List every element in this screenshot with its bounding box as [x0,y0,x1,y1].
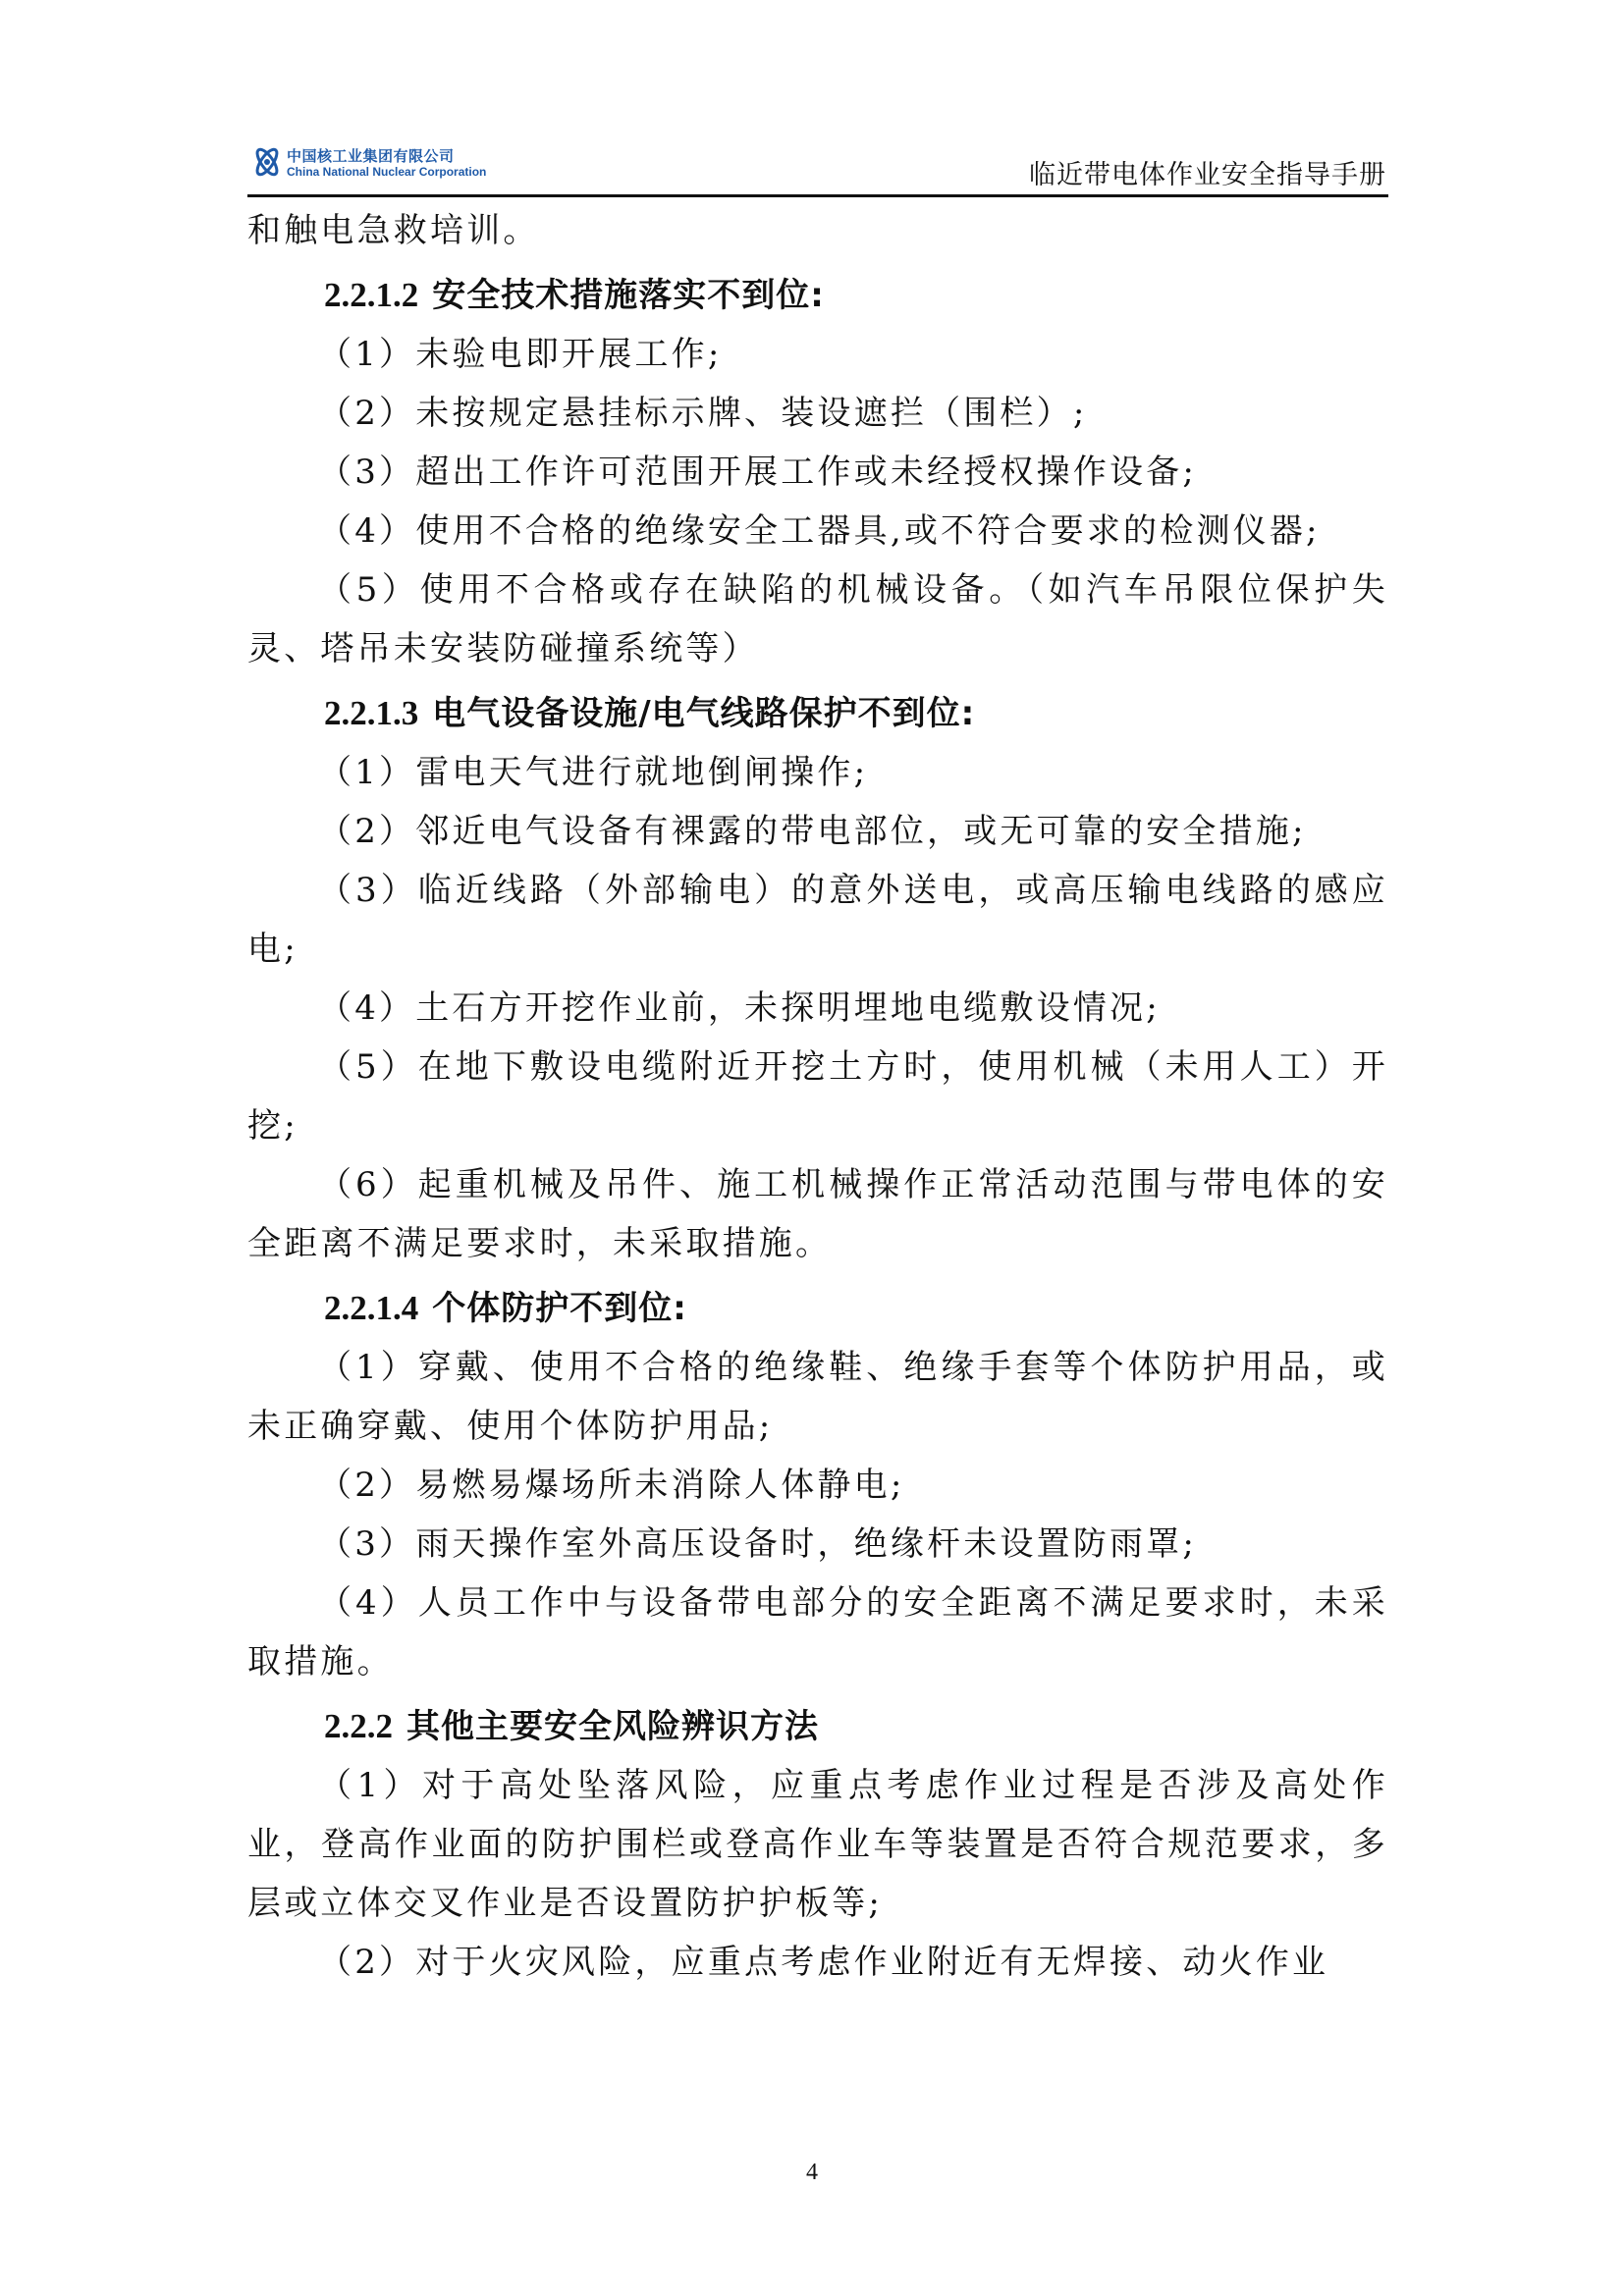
list-item: （3）雨天操作室外高压设备时，绝缘杆未设置防雨罩; [318,1524,1198,1564]
list-item: （6）起重机械及吊件、施工机械操作正常活动范围与带电体的安全距离不满足要求时，未采取措施。 [247,1165,1388,1263]
logo-chinese-text: 中国核工业集团有限公司 [287,147,455,165]
section-title: 其他主要安全风险辨识方法 [406,1707,819,1746]
list-item: （1）对于高处坠落风险，应重点考虑作业过程是否涉及高处作业，登高作业面的防护围栏或登高作业车等装置是否符合规范要求，多层或立体交叉作业是否设置防护护板等; [247,1766,1388,1923]
page-body [247,201,1388,1992]
company-logo [247,141,562,187]
list-item: （1）雷电天气进行就地倒闸操作; [318,753,869,792]
list-item: （4）使用不合格的绝缘安全工器具,或不符合要求的检测仪器; [318,511,1321,551]
section-heading-2-2-1-2 [247,266,1388,325]
header-divider [247,194,1388,197]
list-item: （2）易燃易爆场所未消除人体静电; [318,1466,905,1505]
list-item: （5）在地下敷设电缆附近开挖土方时，使用机械（未用人工）开挖; [247,1047,1388,1146]
page-number: 4 [806,2160,818,2185]
section-heading-2-2-1-4 [247,1279,1388,1338]
section-heading-2-2-1-3 [247,684,1388,743]
continuation-paragraph: 和触电急救培训。 [247,211,540,250]
logo-english-text: China National Nuclear Corporation [287,165,487,179]
list-item: （2）邻近电气设备有裸露的带电部位，或无可靠的安全措施; [318,812,1307,851]
list-item: （4）土石方开挖作业前，未探明埋地电缆敷设情况; [318,988,1161,1028]
document-title: 临近带电体作业安全指导手册 [1029,160,1386,190]
list-item: （2）对于火灾风险，应重点考虑作业附近有无焊接、动火作业 [318,1943,1329,1982]
list-item: （2）未按规定悬挂标示牌、装设遮拦（围栏）; [318,394,1088,433]
list-item: （3）超出工作许可范围开展工作或未经授权操作设备; [318,453,1198,492]
section-number: 2.2.1.4 [324,1289,419,1327]
list-item: （3）临近线路（外部输电）的意外送电，或高压输电线路的感应电; [247,871,1388,969]
list-item: （1）穿戴、使用不合格的绝缘鞋、绝缘手套等个体防护用品，或未正确穿戴、使用个体防护用品; [247,1348,1388,1446]
list-item: （5）使用不合格或存在缺陷的机械设备。（如汽车吊限位保护失灵、塔吊未安装防碰撞系统等） [247,570,1388,668]
section-number: 2.2.2 [324,1707,393,1745]
section-title: 安全技术措施落实不到位: [432,276,825,315]
section-heading-2-2-2 [247,1697,1388,1756]
atom-icon [251,143,283,181]
section-title: 个体防护不到位: [432,1289,687,1328]
section-number: 2.2.1.2 [324,276,419,314]
list-item: （1）未验电即开展工作; [318,335,723,374]
section-number: 2.2.1.3 [324,694,419,732]
list-item: （4）人员工作中与设备带电部分的安全距离不满足要求时，未采取措施。 [247,1583,1388,1682]
section-title: 电气设备设施/电气线路保护不到位: [432,694,976,733]
page-header [247,141,1388,194]
